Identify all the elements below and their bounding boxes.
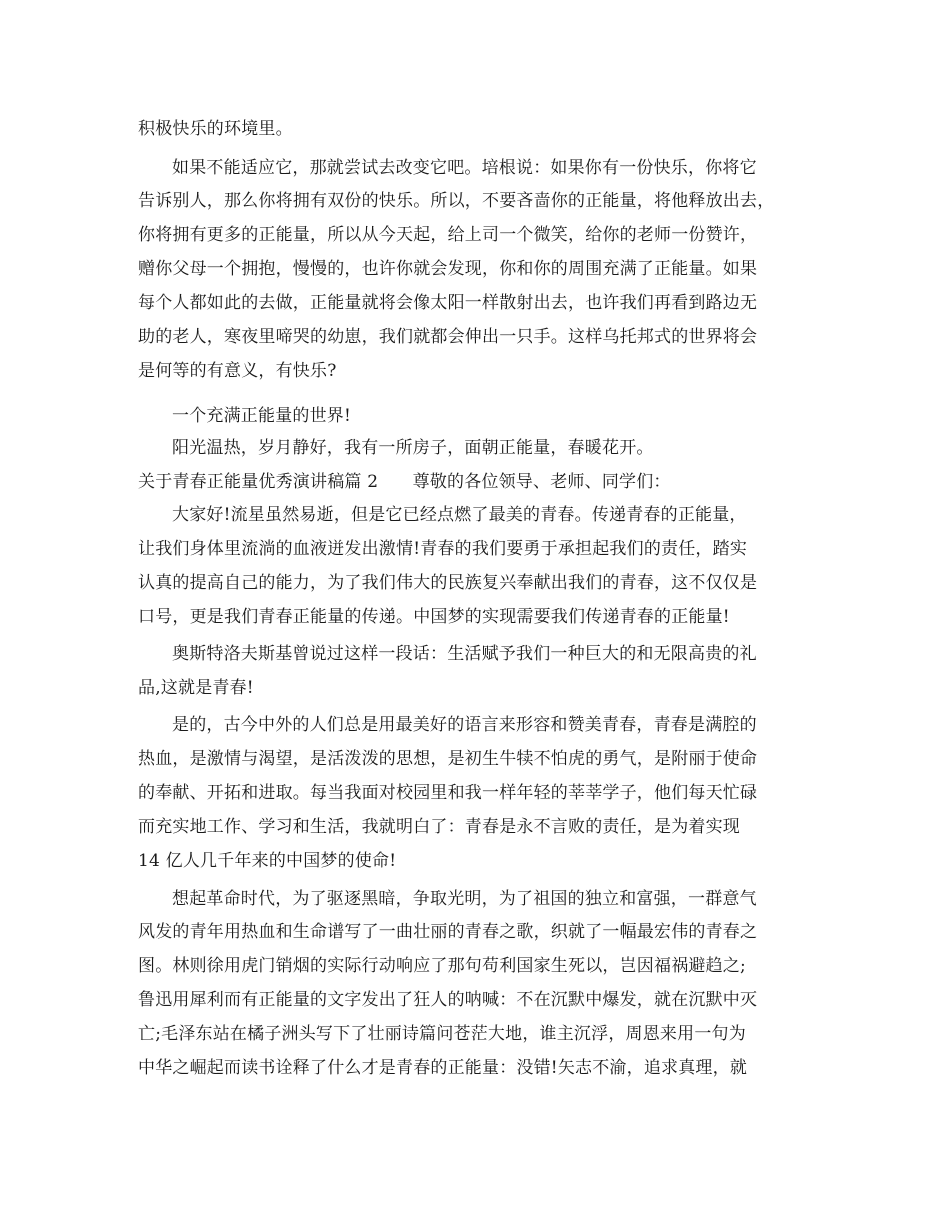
text-line: 亡;毛泽东站在橘子洲头写下了壮丽诗篇问苍茫大地，谁主沉浮，周恩来用一句为 bbox=[138, 1024, 746, 1044]
text-line: 口号，更是我们青春正能量的传递。中国梦的实现需要我们传递青春的正能量! bbox=[138, 607, 730, 627]
text-line: 每个人都如此的去做，正能量就将会像太阳一样散射出去，也许我们再看到路边无 bbox=[138, 293, 758, 313]
text-line: 而充实地工作、学习和生活，我就明白了：青春是永不言败的责任，是为着实现 bbox=[138, 817, 740, 837]
text-line: 热血，是激情与渴望，是活泼泼的思想，是初生牛犊不怕虎的勇气，是附丽于使命 bbox=[138, 749, 758, 769]
text-line: 认真的提高自己的能力，为了我们伟大的民族复兴奉献出我们的青春，这不仅仅是 bbox=[138, 573, 758, 593]
section-heading: 关于青春正能量优秀演讲稿篇 2 尊敬的各位领导、老师、同学们： bbox=[138, 472, 671, 492]
text-line: 品,这就是青春! bbox=[138, 678, 254, 698]
text-line: 告诉别人，那么你将拥有双份的快乐。所以，不要吝啬你的正能量，将他释放出去， bbox=[138, 191, 775, 211]
text-line: 想起革命时代，为了驱逐黑暗，争取光明，为了祖国的独立和富强，一群意气 bbox=[172, 889, 757, 909]
text-line: 让我们身体里流淌的血液迸发出激情!青春的我们要勇于承担起我们的责任，踏实 bbox=[138, 539, 748, 559]
text-line: 14 亿人几千年来的中国梦的使命! bbox=[138, 851, 397, 871]
text-line: 是何等的有意义，有快乐? bbox=[138, 361, 337, 381]
text-line: 阳光温热，岁月静好，我有一所房子，面朝正能量，春暖花开。 bbox=[172, 438, 654, 458]
text-line: 的奉献、开拓和进取。每当我面对校园里和我一样年轻的莘莘学子，他们每天忙碌 bbox=[138, 783, 758, 803]
text-line: 风发的青年用热血和生命谱写了一曲壮丽的青春之歌，织就了一幅最宏伟的青春之 bbox=[138, 922, 758, 942]
text-line: 积极快乐的环境里。 bbox=[138, 119, 293, 139]
text-line: 一个充满正能量的世界! bbox=[172, 406, 352, 426]
text-line: 中华之崛起而读书诠释了什么才是青春的正能量：没错!矢志不渝，追求真理，就 bbox=[138, 1058, 748, 1078]
text-line: 鲁迅用犀利而有正能量的文字发出了狂人的呐喊：不在沉默中爆发，就在沉默中灭 bbox=[138, 990, 758, 1010]
text-line: 是的，古今中外的人们总是用最美好的语言来形容和赞美青春，青春是满腔的 bbox=[172, 715, 757, 735]
text-line: 如果不能适应它，那就尝试去改变它吧。培根说：如果你有一份快乐，你将它 bbox=[172, 158, 757, 178]
text-line: 你将拥有更多的正能量，所以从今天起，给上司一个微笑，给你的老师一份赞许， bbox=[138, 225, 758, 245]
text-line: 大家好!流星虽然易逝，但是它已经点燃了最美的青春。传递青春的正能量， bbox=[172, 505, 747, 525]
text-line: 奥斯特洛夫斯基曾说过这样一段话：生活赋予我们一种巨大的和无限高贵的礼 bbox=[172, 644, 757, 664]
text-line: 助的老人，寒夜里啼哭的幼崽，我们就都会伸出一只手。这样乌托邦式的世界将会 bbox=[138, 327, 758, 347]
text-line: 赠你父母一个拥抱，慢慢的，也许你就会发现，你和你的周围充满了正能量。如果 bbox=[138, 259, 758, 279]
text-line: 图。林则徐用虎门销烟的实际行动响应了那句苟利国家生死以，岂因福祸避趋之; bbox=[138, 956, 746, 976]
